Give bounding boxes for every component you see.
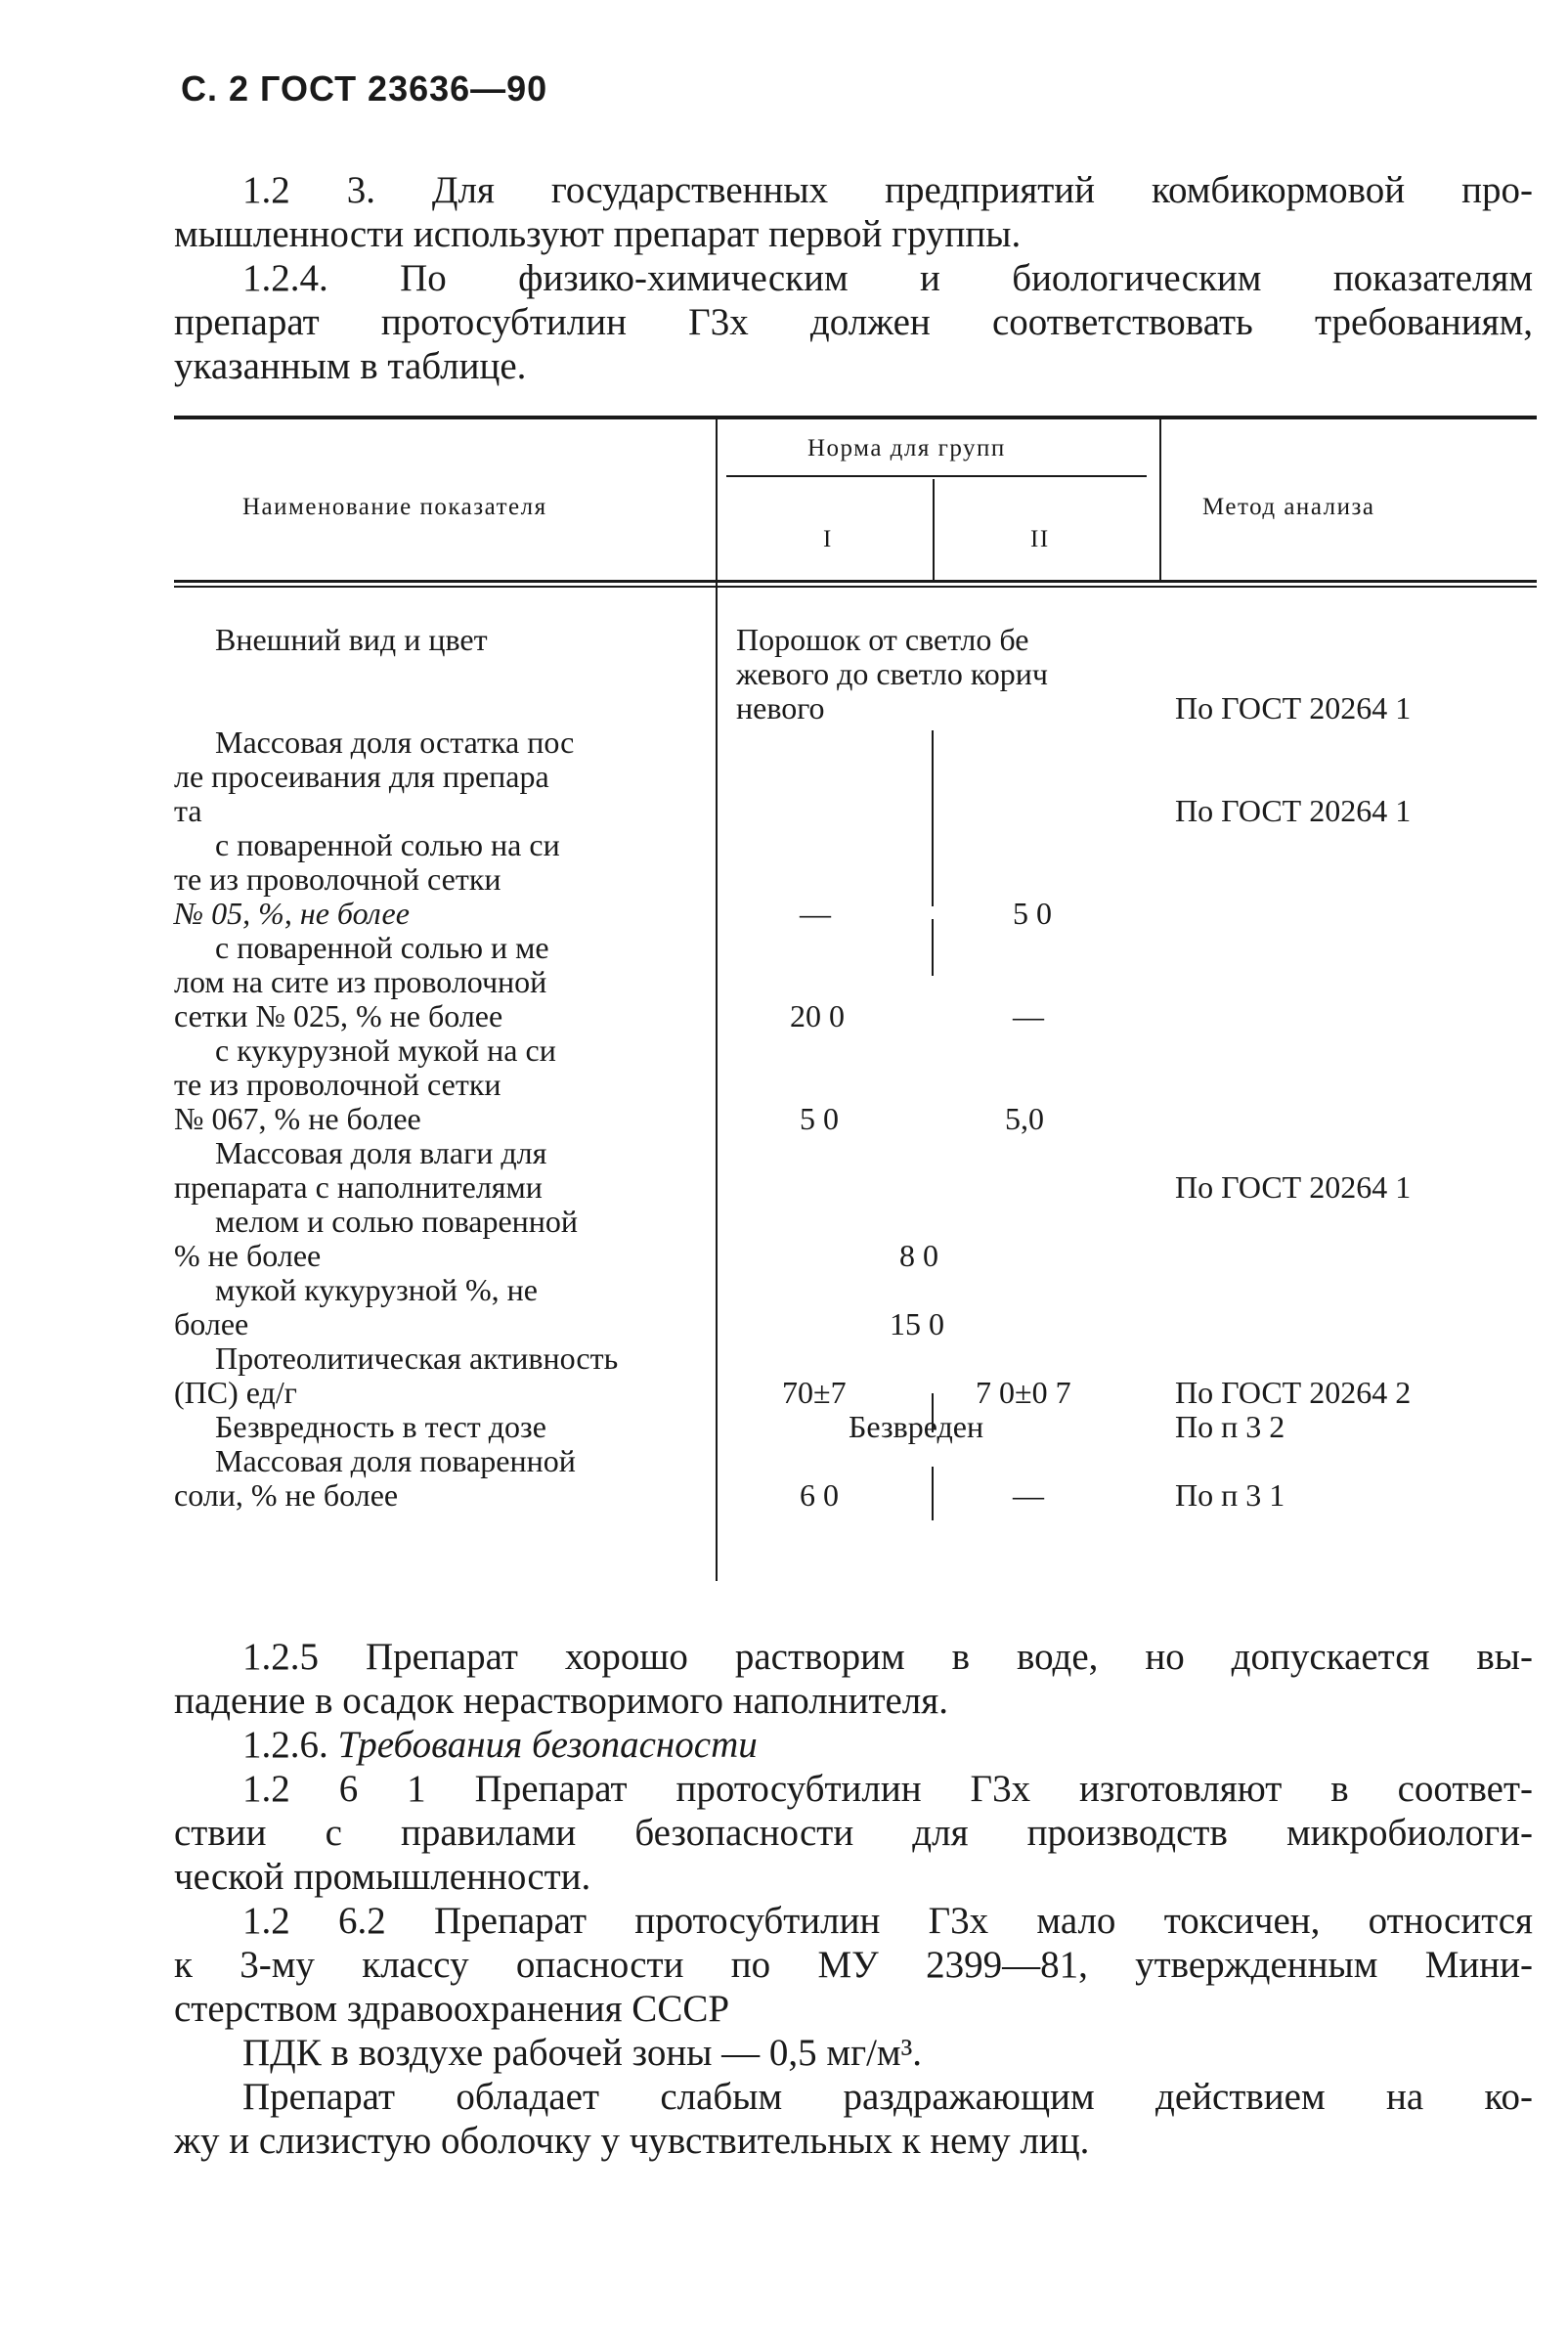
section-number: 1.2.6. xyxy=(242,1724,328,1766)
header-method: Метод анализа xyxy=(1202,494,1375,520)
row-appearance-norm: жевого до светло корич xyxy=(736,656,1049,691)
row-harmless-name: Безвредность в тест дозе xyxy=(215,1409,546,1444)
row-activity-g2: 7 0±0 7 xyxy=(976,1375,1071,1410)
header-rule-2 xyxy=(174,586,1537,588)
row-activity-name: (ПС) ед/г xyxy=(174,1375,297,1410)
body-group-divider xyxy=(932,919,934,976)
text-line xyxy=(174,1723,1533,1767)
text-line: мышленности используют препарат первой группы. xyxy=(174,213,1022,255)
row-salt-fraction-method: По п 3 1 xyxy=(1175,1477,1285,1513)
paragraph-1-2-4 xyxy=(174,256,1533,388)
row-appearance-method: По ГОСТ 20264 1 xyxy=(1175,690,1412,725)
col-divider-1 xyxy=(716,419,718,1581)
row-salt-fraction-g2: — xyxy=(1013,1477,1044,1513)
row-salt-sieve-g2: 5 0 xyxy=(1013,896,1052,931)
text-line: стерством здравоохранения СССР xyxy=(174,1988,730,2030)
row-harmless-value: Безвреден xyxy=(849,1409,984,1444)
row-appearance-norm: невого xyxy=(736,690,825,725)
text-line: 1.2 6 1 Препарат протосубтилин Г3х изготовляют в соответ- xyxy=(242,1768,1533,1810)
row-activity-g1: 70±7 xyxy=(782,1375,847,1410)
text-line: жу и слизистую оболочку у чувствительных к нему лиц. xyxy=(174,2120,1090,2162)
text-line: ствии с правилами безопасности для производств микробиологи- xyxy=(174,1812,1533,1854)
text-line: к 3-му классу опасности по МУ 2399—81, утвержденным Мини- xyxy=(174,1944,1533,1986)
text-line: ческой промышленности. xyxy=(174,1856,591,1898)
row-corn-name: те из проволочной сетки xyxy=(174,1067,501,1102)
text-line: 1.2 3. Для государственных предприятий комбикормовой про- xyxy=(242,169,1533,211)
norm-subrule xyxy=(726,475,1147,477)
row-residue-name: та xyxy=(174,793,202,828)
row-salt-sieve-g1: — xyxy=(800,896,831,931)
row-moisture-corn-value: 15 0 xyxy=(890,1306,944,1341)
header-rule xyxy=(174,580,1537,583)
row-residue-name: Массовая доля остатка пос xyxy=(215,725,575,760)
row-moisture-corn-name: мукой кукурузной %, не xyxy=(215,1272,538,1307)
body-group-divider xyxy=(932,730,934,906)
header-indicator-name: Наименование показателя xyxy=(242,494,547,520)
text-line: 1.2.4. По физико-химическим и биологическим показателям xyxy=(242,257,1533,299)
group-divider xyxy=(933,479,935,580)
header-norm: Норма для групп xyxy=(807,435,1006,461)
row-salt-fraction-name: соли, % не более xyxy=(174,1477,399,1513)
row-salt-fraction-g1: 6 0 xyxy=(800,1477,839,1513)
row-moisture-corn-name: более xyxy=(174,1306,249,1341)
row-salt-fraction-name: Массовая доля поваренной xyxy=(215,1443,576,1478)
row-moisture-name: препарата с наполнителями xyxy=(174,1169,543,1205)
text-line: ПДК в воздухе рабочей зоны — 0,5 мг/м³. xyxy=(242,2032,923,2074)
page-header: С. 2 ГОСТ 23636—90 xyxy=(181,68,548,109)
row-appearance-norm: Порошок от светло бе xyxy=(736,622,1029,657)
paragraph-1-2-6-2 xyxy=(174,1899,1533,2031)
row-salt-chalk-g1: 20 0 xyxy=(790,998,845,1033)
row-moisture-chalk-value: 8 0 xyxy=(899,1238,938,1273)
row-moisture-chalk-name: % не более xyxy=(174,1238,322,1273)
paragraph-1-2-6-1 xyxy=(174,1767,1533,1899)
text-line: падение в осадок нерастворимого наполнителя. xyxy=(174,1680,948,1722)
row-appearance-name: Внешний вид и цвет xyxy=(215,622,488,657)
section-title: Требования безопасности xyxy=(337,1724,758,1766)
paragraph-irritation xyxy=(174,2075,1533,2163)
text-line: препарат протосубтилин Г3х должен соответствовать требованиям, xyxy=(174,301,1533,343)
paragraph-pdk xyxy=(174,2031,1533,2075)
row-salt-sieve-name: те из проволочной сетки xyxy=(174,861,501,897)
row-corn-g1: 5 0 xyxy=(800,1101,839,1136)
col-divider-2 xyxy=(1159,419,1161,581)
row-salt-sieve-name: № 05, %, не более xyxy=(174,896,410,931)
row-salt-chalk-g2: — xyxy=(1013,998,1044,1033)
row-residue-method: По ГОСТ 20264 1 xyxy=(1175,793,1412,828)
row-corn-g2: 5,0 xyxy=(1005,1101,1044,1136)
row-harmless-method: По п 3 2 xyxy=(1175,1409,1285,1444)
text-line: Препарат обладает слабым раздражающим действием на ко- xyxy=(242,2076,1533,2118)
paragraph-1-2-6 xyxy=(174,1723,1533,1767)
row-activity-name: Протеолитическая активность xyxy=(215,1340,619,1376)
row-salt-chalk-name: лом на сите из проволочной xyxy=(174,964,547,999)
row-salt-chalk-name: с поваренной солью и ме xyxy=(215,930,549,965)
row-moisture-name: Массовая доля влаги для xyxy=(215,1135,547,1170)
text-line: 1.2 6.2 Препарат протосубтилин Г3х мало токсичен, относится xyxy=(242,1900,1533,1942)
table-top-rule xyxy=(174,416,1537,419)
row-activity-method: По ГОСТ 20264 2 xyxy=(1175,1375,1412,1410)
paragraph-1-2-3 xyxy=(174,168,1533,256)
header-group-2: II xyxy=(1030,526,1050,552)
row-corn-name: № 067, % не более xyxy=(174,1101,421,1136)
text-line: указанным в таблице. xyxy=(174,345,527,387)
header-group-1: I xyxy=(823,526,833,552)
body-group-divider xyxy=(932,1467,934,1520)
row-moisture-method: По ГОСТ 20264 1 xyxy=(1175,1169,1412,1205)
paragraph-1-2-5 xyxy=(174,1635,1533,1723)
indicators-table xyxy=(174,416,1537,1594)
row-corn-name: с кукурузной мукой на си xyxy=(215,1033,556,1068)
row-residue-name: ле просеивания для препара xyxy=(174,759,549,794)
row-moisture-chalk-name: мелом и солью поваренной xyxy=(215,1204,579,1239)
text-line: 1.2.5 Препарат хорошо растворим в воде, но допускается вы- xyxy=(242,1636,1533,1678)
row-salt-sieve-name: с поваренной солью на си xyxy=(215,827,560,862)
row-salt-chalk-name: сетки № 025, % не более xyxy=(174,998,503,1033)
